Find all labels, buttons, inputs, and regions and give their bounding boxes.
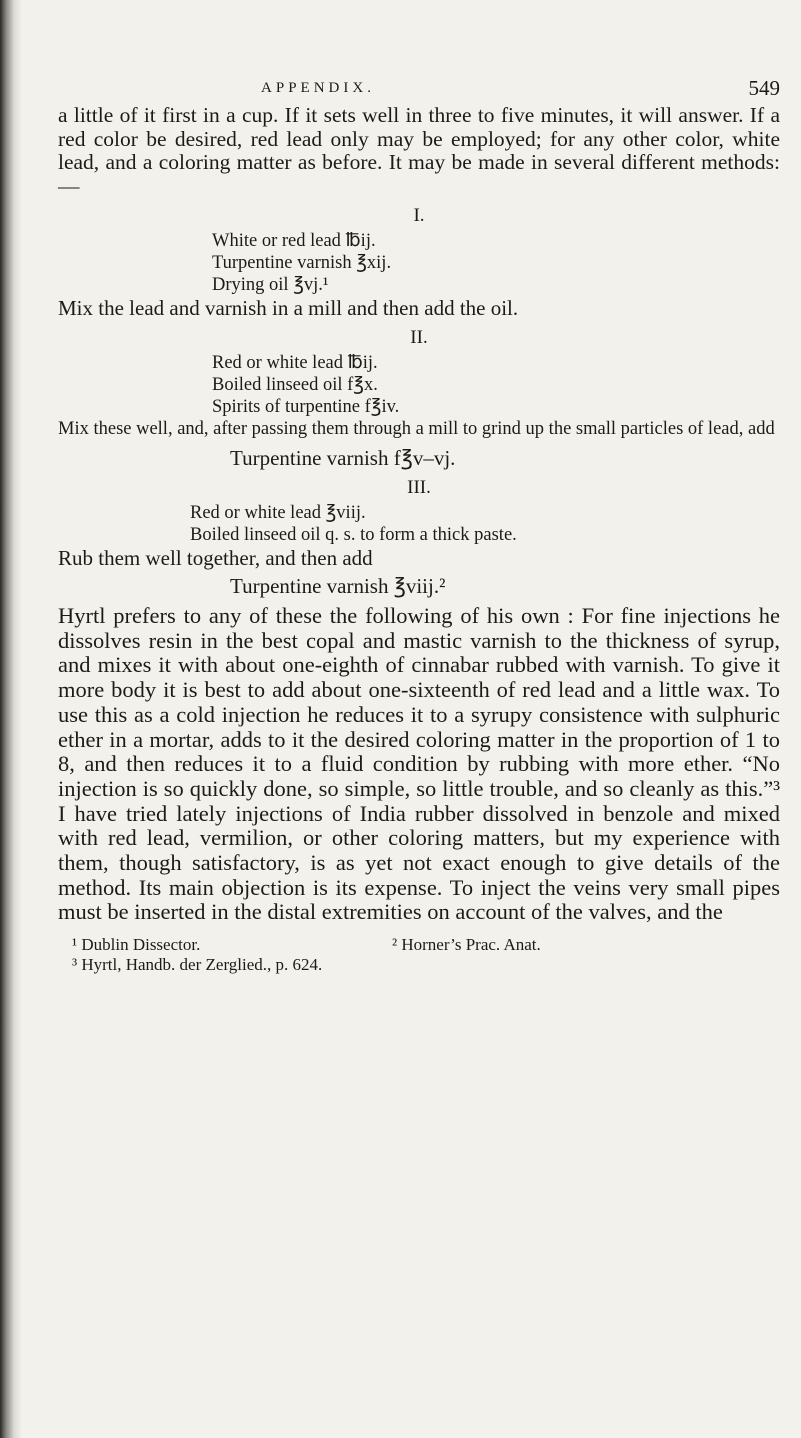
recipe-3-numeral: III. [407,477,431,498]
intro-paragraph: a little of it first in a cup. If it sets well in three to five minutes, it will answer. If a red color be desired, red lead only may be employed; for any other color, white lead, and a coloring matter as before. It may be made in several different methods:— [58,103,780,198]
footnote-2: ² Horner’s Prac. Anat. [392,935,541,955]
footnote-row [72,935,780,955]
recipe-1-numeral: I. [413,205,425,226]
recipe-2-line: Red or white lead ℔ij. [212,353,378,373]
page-number: 549 [748,76,780,100]
book-page [58,78,780,975]
recipe-1-line: Drying oil ℥vj.¹ [212,275,329,295]
recipe-2-instruction-text: Mix these well, and, after passing them through a mill to grind up the small particles of lead, add [58,419,775,439]
recipe-2-numeral: II. [410,327,428,348]
recipe-3-line: Boiled linseed oil q. s. to form a thick paste. [190,525,517,545]
recipe-2-line: Boiled linseed oil f℥x. [212,375,378,395]
recipe-1-line: Turpentine varnish ℥xij. [212,253,392,273]
footnotes [58,935,780,975]
footnote-row [72,955,780,975]
footnote-1: ¹ Dublin Dissector. [72,935,201,955]
recipe-2-final-line: Turpentine varnish f℥v–vj. [230,446,456,470]
recipe-2-instruction [58,418,780,440]
body-paragraph: Hyrtl prefers to any of these the following of his own : For fine injections he dissolves resin in the best copal and mastic varnish to the thickness of syrup, and mixes it with about one-eighth of cinnabar rubbed with varnish. To give it more body it is best to add about one-sixteenth of red lead and a little wax. To use this as a cold injection he reduces it to a syrupy consistence with sulphuric ether in a mortar, adds to it the desired coloring matter in the proportion of 1 to 8, and then reduces it to a fluid condition by rubbing with more ether. “No injection is so quickly done, so simple, so little trouble, and so cleanly as this.”³ I have tried lately injections of India rubber dissolved in benzole and mixed with red lead, vermilion, or other coloring matters, but my experience with them, though satisfactory, is as yet not exact enough to give details of the method. Its main objection is its expense. To inject the veins very small pipes must be inserted in the distal extremities on account of the valves, and the [58,603,780,925]
recipe-3-final-line: Turpentine varnish ℥viij.² [230,574,446,598]
footnote-3: ³ Hyrtl, Handb. der Zerglied., p. 624. [72,955,323,975]
running-title: APPENDIX. [261,80,375,96]
recipe-3-instruction: Rub them well together, and then add [58,546,373,570]
recipe-2-line: Spirits of turpentine f℥iv. [212,397,400,417]
recipe-1-instruction: Mix the lead and varnish in a mill and then add the oil. [58,296,519,320]
recipe-1-line: White or red lead ℔ij. [212,231,376,251]
page-edge-shadow [0,0,22,1438]
recipe-3-line: Red or white lead ℥viij. [190,503,366,523]
running-header [58,78,780,104]
